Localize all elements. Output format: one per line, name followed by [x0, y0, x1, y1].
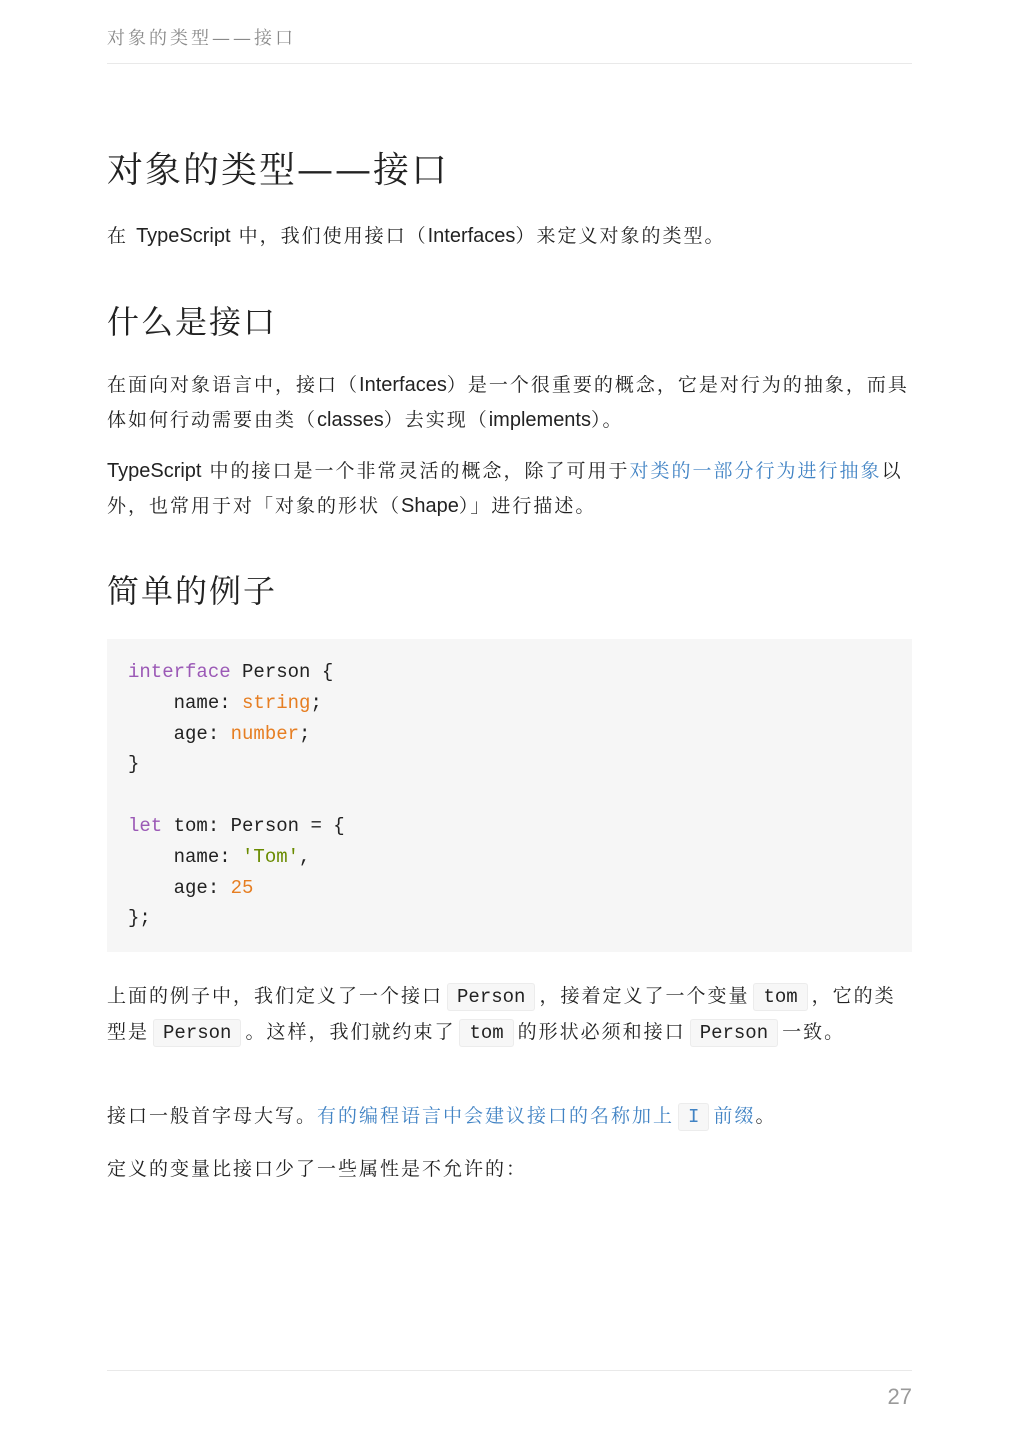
- page-number: 27: [887, 1384, 912, 1409]
- paragraph-missing-properties: 定义的变量比接口少了一些属性是不允许的：: [107, 1158, 528, 1180]
- section-heading-what-is-interface: 什么是接口: [107, 303, 278, 341]
- paragraph-example-explanation: 上面的例子中，我们定义了一个接口 Person ，接着定义了一个变量 tom ，它的类型是 Person 。这样，我们就约束了 tom 的形状必须和接口 Person 一致。: [107, 979, 912, 1051]
- footer-divider: [107, 1370, 912, 1371]
- intro-paragraph: 在 TypeScript 中，我们使用接口（Interfaces）来定义对象的类型。: [107, 225, 726, 247]
- page-title: 对象的类型——接口: [107, 150, 450, 191]
- link-interface-naming[interactable]: 有的编程语言中会建议接口的名称加上 I 前缀: [317, 1105, 755, 1127]
- header-divider: [107, 63, 912, 64]
- paragraph-interface-concept: 在面向对象语言中，接口（Interfaces）是一个很重要的概念，它是对行为的抽象，而具体如何行动需要由类（classes）去实现（implements）。: [107, 374, 909, 431]
- code-block: interface Person { name: string; age: number; } let tom: Person = { name: 'Tom', age: 25 };: [107, 639, 912, 952]
- paragraph-naming-convention: 接口一般首字母大写。有的编程语言中会建议接口的名称加上 I 前缀。: [107, 1099, 912, 1135]
- inline-code: tom: [753, 983, 807, 1011]
- section-heading-simple-example: 简单的例子: [107, 572, 278, 610]
- inline-code: I: [678, 1103, 709, 1131]
- inline-code: Person: [690, 1019, 778, 1047]
- running-header: 对象的类型——接口: [107, 28, 296, 49]
- link-class-abstraction[interactable]: 对类的一部分行为进行抽象: [629, 460, 882, 482]
- paragraph-typescript-interface: TypeScript 中的接口是一个非常灵活的概念，除了可用于对类的一部分行为进行抽象以外，也常用于对「对象的形状（Shape）」进行描述。: [107, 460, 903, 517]
- inline-code: Person: [153, 1019, 241, 1047]
- inline-code: tom: [459, 1019, 513, 1047]
- inline-code: Person: [447, 983, 535, 1011]
